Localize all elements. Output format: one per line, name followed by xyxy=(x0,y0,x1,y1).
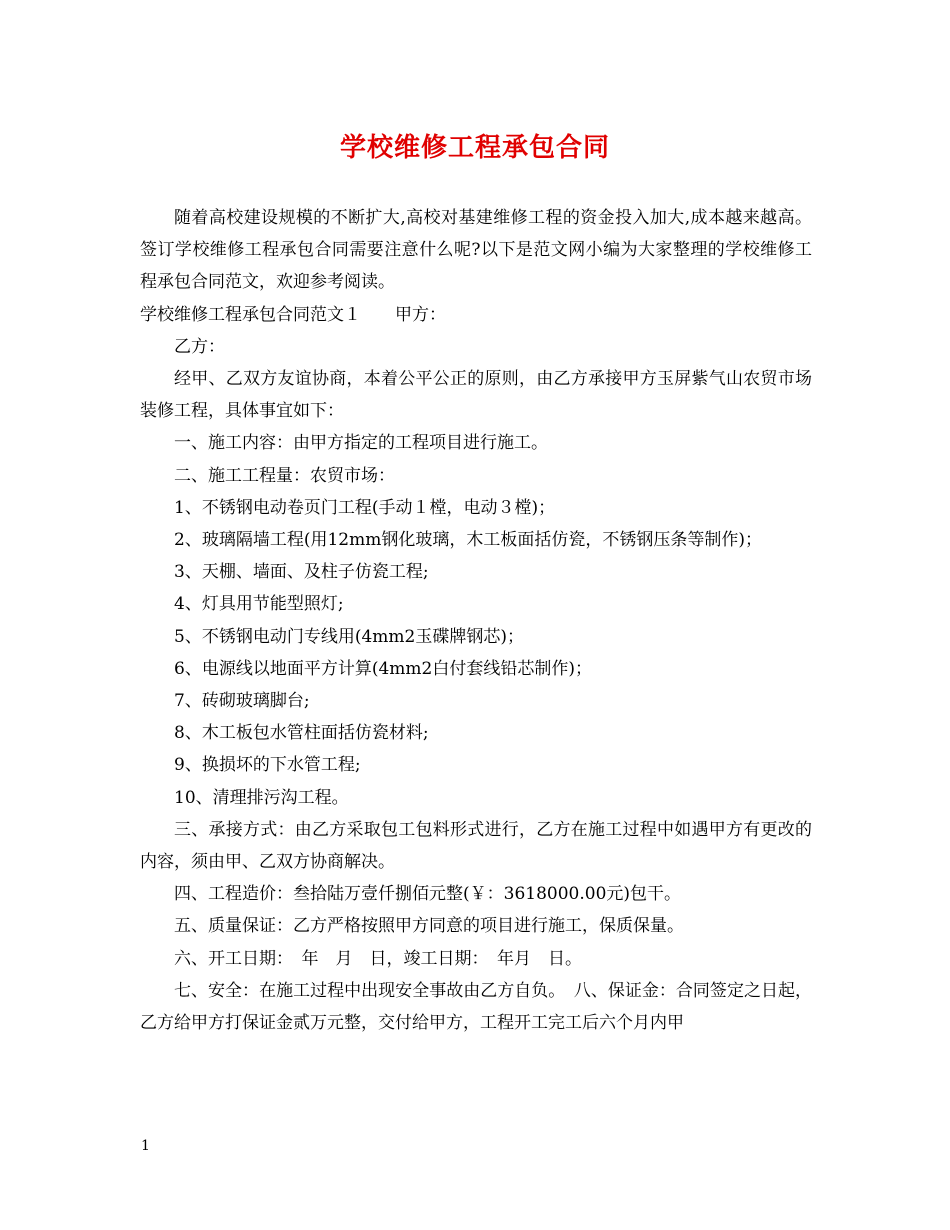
document-body xyxy=(140,202,812,1039)
sample-heading-party-a: 学校维修工程承包合同范文１ 甲方： xyxy=(140,304,446,325)
list-item: 10、清理排污沟工程。 xyxy=(174,787,349,808)
agreement-paragraph: 经甲、乙双方友谊协商，本着公平公正的原则，由乙方承接甲方玉屏紫气山农贸市场装修工程，具体事宜如下： xyxy=(140,369,812,422)
clause-dates: 六、开工日期： 年 月 日，竣工日期： 年月 日。 xyxy=(174,948,582,969)
clause-construction-content: 一、施工内容：由甲方指定的工程项目进行施工。 xyxy=(174,433,548,454)
list-item: 4、灯具用节能型照灯; xyxy=(174,594,344,615)
list-item: 3、天棚、墙面、及柱子仿瓷工程; xyxy=(174,562,429,583)
list-item: 9、换损坏的下水管工程; xyxy=(174,755,361,776)
page-number: 1 xyxy=(141,1138,150,1154)
list-item: 6、电源线以地面平方计算(4mm2白付套线铅芯制作)； xyxy=(174,658,592,679)
intro-paragraph: 随着高校建设规模的不断扩大,高校对基建维修工程的资金投入加大,成本越来越高。签订学校维修工程承包合同需要注意什么呢?以下是范文网小编为大家整理的学校维修工程承包合同范文，欢迎参考阅读。 xyxy=(140,208,812,293)
document-title: 学校维修工程承包合同 xyxy=(339,133,610,163)
clause-contract-method: 三、承接方式：由乙方采取包工包料形式进行，乙方在施工过程中如遇甲方有更改的内容，须由甲、乙双方协商解决。 xyxy=(140,819,812,873)
list-item: 1、不锈钢电动卷页门工程(手动１樘，电动３樘)； xyxy=(174,497,556,518)
clause-construction-quantity: 二、施工工程量：农贸市场： xyxy=(174,465,395,486)
clause-quality-guarantee: 五、质量保证：乙方严格按照甲方同意的项目进行施工，保质保量。 xyxy=(174,916,684,937)
clause-project-cost: 四、工程造价：叁拾陆万壹仟捌佰元整(￥：3618000.00元)包干。 xyxy=(174,884,682,905)
list-item: 8、木工板包水管柱面括仿瓷材料; xyxy=(174,723,429,744)
list-item: 2、玻璃隔墙工程(用12mm钢化玻璃，木工板面括仿瓷，不锈钢压条等制作)； xyxy=(174,530,762,551)
list-item: 5、不锈钢电动门专线用(4mm2玉碟牌钢芯)； xyxy=(174,626,524,647)
clause-safety-deposit: 七、安全：在施工过程中出现安全事故由乙方自负。 八、保证金：合同签定之日起，乙方给甲方打保证金贰万元整，交付给甲方，工程开工完工后六个月内甲 xyxy=(140,980,812,1034)
party-b-line: 乙方： xyxy=(174,336,225,357)
list-item: 7、砖砌玻璃脚台; xyxy=(174,691,310,712)
